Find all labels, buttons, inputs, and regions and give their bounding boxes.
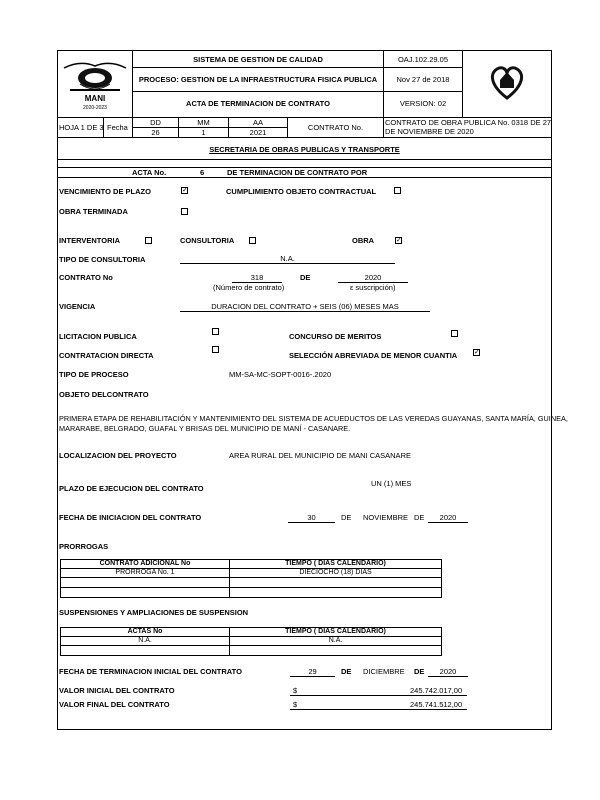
interventoria-checkbox[interactable] <box>145 237 152 244</box>
valor-inicial-currency: $ <box>293 686 298 695</box>
obra-checkbox[interactable]: ✓ <box>396 237 402 244</box>
term-de-1: DE <box>341 667 352 676</box>
dd-label: DD <box>150 118 161 127</box>
concurso-checkbox[interactable] <box>451 330 458 337</box>
version-label: VERSION: 02 <box>399 99 447 108</box>
seleccion-label: SELECCIÓN ABREVIADA DE MENOR CUANTIA <box>289 351 458 360</box>
mm-label: MM <box>197 118 210 127</box>
cumplimiento-label: CUMPLIMIENTO OBJETO CONTRACTUAL <box>226 187 377 196</box>
system-title: SISTEMA DE GESTION DE CALIDAD <box>193 55 323 64</box>
inicio-de-1: DE <box>341 513 352 522</box>
contrato-anio: 2020 <box>364 273 382 282</box>
term-anio: 2020 <box>439 667 457 676</box>
table-cell: N.A. <box>230 637 442 646</box>
term-dia: 29 <box>308 667 317 676</box>
numero-contrato-note: (Número de contrato) <box>213 283 285 292</box>
table-header: CONTRATO ADICIONAL No <box>61 560 230 569</box>
contrato-de: DE <box>300 273 311 282</box>
acta-label: ACTA No. <box>132 168 167 177</box>
valor-final-currency: $ <box>293 700 298 709</box>
tipo-consultoria-label: TIPO DE CONSULTORIA <box>59 255 146 264</box>
localizacion-value: AREA RURAL DEL MUNICIPIO DE MANI CASANARE <box>229 451 411 460</box>
term-de-2: DE <box>414 667 425 676</box>
seleccion-checkbox[interactable]: ✓ <box>474 349 480 356</box>
cumplimiento-checkbox[interactable] <box>394 187 401 194</box>
table-header: TIEMPO ( DIAS CALENDARIO) <box>230 628 442 637</box>
consultoria-checkbox[interactable] <box>249 237 256 244</box>
table-header: TIEMPO ( DIAS CALENDARIO) <box>230 560 442 569</box>
inicio-de-2: DE <box>414 513 425 522</box>
act-title: ACTA DE TERMINACION DE CONTRATO <box>186 99 330 108</box>
aa-label: AA <box>252 118 263 127</box>
sheet-label: HOJA 1 DE 3 <box>59 123 104 132</box>
inicio-mes: NOVIEMBRE <box>363 513 409 522</box>
localizacion-label: LOCALIZACION DEL PROYECTO <box>59 451 177 460</box>
contrato-numero: 318 <box>250 273 264 282</box>
suspensiones-label: SUSPENSIONES Y AMPLIACIONES DE SUSPENSION <box>59 608 249 617</box>
table-cell: PRORROGA No. 1 <box>61 569 230 578</box>
vencimiento-checkbox[interactable]: ✓ <box>182 187 188 194</box>
municipality-logo <box>60 54 130 114</box>
plazo-value: UN (1) MES <box>371 479 412 488</box>
table-cell <box>61 646 230 656</box>
table-cell: DIECIOCHO (18) DIAS <box>230 569 442 578</box>
mm-value: 1 <box>201 128 206 137</box>
plazo-label: PLAZO DE EJECUCION DEL CONTRATO <box>59 484 204 493</box>
contratacion-directa-label: CONTRATACION DIRECTA <box>59 351 154 360</box>
dd-value: 26 <box>151 128 160 137</box>
obra-terminada-label: OBRA TERMINADA <box>59 207 128 216</box>
header-date: Nov 27 de 2018 <box>396 75 450 84</box>
obra-label: OBRA <box>352 236 375 245</box>
objeto-label: OBJETO DELCONTRATO <box>59 390 149 399</box>
contratacion-directa-checkbox[interactable] <box>212 346 219 353</box>
suscripcion-note: ε suscripción) <box>350 283 396 292</box>
table-cell: N.A. <box>61 637 230 646</box>
inicio-dia: 30 <box>307 513 316 522</box>
term-mes: DICIEMBRE <box>363 667 405 676</box>
prorrogas-label: PRORROGAS <box>59 542 109 551</box>
vigencia-value: DURACION DEL CONTRATO + SEIS (06) MESES MAS <box>211 302 399 311</box>
inicio-anio: 2020 <box>439 513 457 522</box>
objeto-line-1: PRIMERA ETAPA DE REHABILITACIÓN Y MANTENIMIENTO DEL SISTEMA DE ACUEDUCTOS DE LAS VEREDAS GUAYANAS, SANTA MARÍA, GUINEA, <box>59 414 568 423</box>
obra-terminada-checkbox[interactable] <box>181 208 188 215</box>
concurso-label: CONCURSO DE MERITOS <box>289 332 382 341</box>
aa-value: 2021 <box>249 128 267 137</box>
acta-text: DE TERMINACION DE CONTRATO POR <box>227 168 368 177</box>
acta-number: 6 <box>200 168 205 177</box>
table-cell <box>230 588 442 598</box>
tipo-consultoria-value: N.A. <box>280 254 295 263</box>
fecha-label: Fecha <box>107 123 128 132</box>
contract-description: CONTRATO DE OBRA PUBLICA No. 0318 DE 27 DE NOVIEMBRE DE 2020 <box>385 118 552 136</box>
table-cell <box>230 646 442 656</box>
table-header: ACTAS No <box>61 628 230 637</box>
licitacion-label: LICITACION PUBLICA <box>59 332 137 341</box>
valor-inicial-label: VALOR INICIAL DEL CONTRATO <box>59 686 175 695</box>
fecha-inicio-label: FECHA DE INICIACION DEL CONTRATO <box>59 513 202 522</box>
contrato-no-field-label: CONTRATO No <box>59 273 113 282</box>
consultoria-label: CONSULTORIA <box>180 236 235 245</box>
table-cell <box>230 578 442 588</box>
suspensiones-table <box>60 627 442 656</box>
fecha-terminacion-label: FECHA DE TERMINACION INICIAL DEL CONTRATO <box>59 667 242 676</box>
objeto-line-2: MARARABE, BELGRADO, GUAFAL Y BRISAS DEL MUNICIPIO DE MANÍ - CASANARE. <box>59 424 351 433</box>
process-title: PROCESO: GESTION DE LA INFRAESTRUCTURA FISICA PUBLICA <box>138 75 378 84</box>
tipo-proceso-label: TIPO DE PROCESO <box>59 370 129 379</box>
doc-code: OAJ.102.29.05 <box>397 55 449 64</box>
interventoria-label: INTERVENTORIA <box>59 236 120 245</box>
heart-logo <box>487 60 527 104</box>
contrato-no-label: CONTRATO No. <box>307 123 364 132</box>
vencimiento-label: VENCIMIENTO DE PLAZO <box>59 187 151 196</box>
table-cell <box>61 588 230 598</box>
vigencia-label: VIGENCIA <box>59 302 96 311</box>
secretaria-title: SECRETARIA DE OBRAS PUBLICAS Y TRANSPORTE <box>209 145 400 154</box>
valor-inicial-value: 245.742.017,00 <box>410 686 463 695</box>
licitacion-checkbox[interactable] <box>212 328 219 335</box>
valor-final-value: 245.741.512,00 <box>410 700 463 709</box>
logo-years: 2020-2023 <box>83 105 107 111</box>
tipo-proceso-value: MM-SA-MC-SOPT-0016-.2020 <box>229 370 332 379</box>
prorrogas-table <box>60 559 442 598</box>
table-cell <box>61 578 230 588</box>
logo-text: MANI <box>84 94 106 103</box>
valor-final-label: VALOR FINAL DEL CONTRATO <box>59 700 170 709</box>
